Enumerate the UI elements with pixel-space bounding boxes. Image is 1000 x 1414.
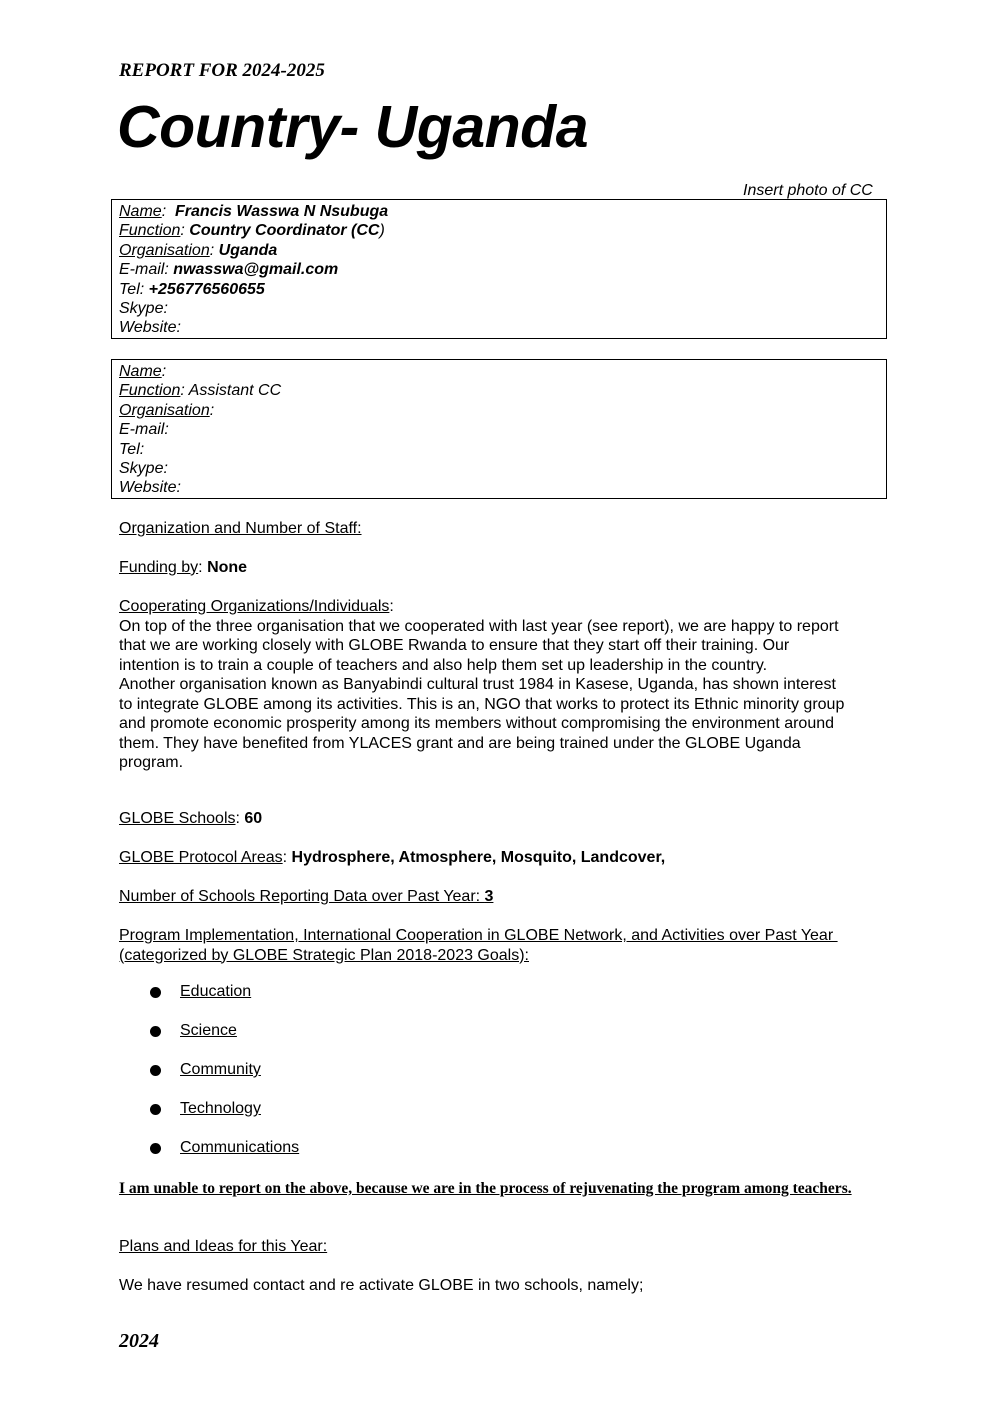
cooperating-text-line: to integrate GLOBE among its activities. This is an, NGO that works to protect its Ethnic minority group <box>119 695 845 713</box>
cooperating-text-line: program. <box>119 754 184 771</box>
org-staff-heading <box>119 519 889 539</box>
coordinator-org-line <box>119 241 886 260</box>
coordinator-skype-line: Skype: <box>119 299 168 317</box>
name-label: Name <box>119 363 162 380</box>
funding-label: Funding by <box>119 559 199 576</box>
protocol-areas-value: Hydrosphere, Atmosphere, Mosquito, Landcover, <box>291 849 666 866</box>
cooperating-text-line: intention is to train a couple of teachers and also help them set up leadership in the country. <box>119 656 768 674</box>
coordinator-name: Francis Wasswa N Nsubuga <box>175 203 389 220</box>
list-item <box>150 1021 299 1060</box>
cooperating-heading <box>119 597 889 617</box>
cooperating-sep: : <box>389 598 394 615</box>
list-item <box>150 1060 299 1099</box>
function-sep: : <box>180 222 190 240</box>
globe-schools-line <box>119 809 889 829</box>
coordinator-tel: +256776560655 <box>148 280 265 298</box>
email-label: E-mail: <box>119 261 174 279</box>
assistant-function-line <box>119 381 886 400</box>
coordinator-contact-box <box>111 199 887 339</box>
bullet-icon <box>150 1065 161 1076</box>
protocol-areas-sep: : <box>282 849 292 866</box>
name-sep: : <box>161 363 167 380</box>
assistant-contact-box <box>111 359 887 499</box>
goals-list <box>150 982 299 1177</box>
name-sep: : <box>161 203 176 220</box>
organisation-label: Organisation <box>119 241 210 259</box>
funding-value: None <box>207 559 248 576</box>
assistant-website-line: Website: <box>119 479 181 497</box>
footer-year: 2024 <box>119 1330 159 1352</box>
function-value: : Assistant CC <box>180 382 282 400</box>
coordinator-website-line: Website: <box>119 319 181 337</box>
function-label: Function <box>119 222 181 240</box>
coordinator-function-line <box>119 221 886 240</box>
coordinator-email-line <box>119 260 886 279</box>
assistant-skype-line: Skype: <box>119 459 168 477</box>
goal-label: Communications <box>180 1139 300 1156</box>
cooperating-text-line: and promote economic prosperity among its members without compromising the environment around <box>119 715 835 732</box>
cooperating-section <box>119 597 889 773</box>
goal-label: Technology <box>180 1100 261 1117</box>
bullet-icon <box>150 1026 161 1037</box>
globe-schools-label: GLOBE Schools <box>119 810 236 827</box>
schools-reporting-value: 3 <box>484 888 494 905</box>
goal-label: Community <box>180 1061 261 1078</box>
coordinator-function: Country Coordinator (CC <box>189 222 380 240</box>
organisation-sep: : <box>209 401 215 419</box>
plans-heading <box>119 1237 889 1257</box>
assistant-name-line <box>119 362 886 381</box>
globe-schools-sep: : <box>235 810 245 827</box>
bullet-icon <box>150 1104 161 1115</box>
page-title: Country- Uganda <box>117 94 589 160</box>
assistant-tel-line: Tel: <box>119 440 145 458</box>
program-heading-line: (categorized by GLOBE Strategic Plan 2018-2023 Goals): <box>119 946 529 964</box>
schools-reporting-line <box>119 887 889 907</box>
function-tail: ) <box>379 222 385 240</box>
unable-to-report-note: I am unable to report on the above, because we are in the process of rejuvenating the program among teachers. <box>119 1180 852 1197</box>
goal-label: Education <box>180 983 252 1000</box>
globe-schools-value: 60 <box>244 810 263 827</box>
cooperating-label: Cooperating Organizations/Individuals <box>119 598 390 615</box>
list-item <box>150 1099 299 1138</box>
report-year: REPORT FOR 2024-2025 <box>119 60 325 81</box>
coordinator-organisation: Uganda <box>218 241 278 259</box>
cooperating-text-line: Another organisation known as Banyabindi cultural trust 1984 in Kasese, Uganda, has shown interest <box>119 676 836 693</box>
protocol-areas-line <box>119 848 889 868</box>
funding-line <box>119 558 889 578</box>
list-item <box>150 1138 299 1177</box>
bullet-icon <box>150 987 161 998</box>
plans-label: Plans and Ideas for this Year: <box>119 1238 328 1255</box>
name-label: Name <box>119 203 162 220</box>
organisation-sep: : <box>209 241 219 259</box>
coordinator-name-line <box>119 202 886 221</box>
cooperating-text-line: On top of the three organisation that we cooperated with last year (see report), we are happy to report <box>119 617 839 635</box>
cooperating-text-line: that we are working closely with GLOBE Rwanda to ensure that they start off their training. Our <box>119 637 790 654</box>
schools-reporting-label: Number of Schools Reporting Data over Past Year: <box>119 888 485 905</box>
cooperating-text-line: them. They have benefited from YLACES grant and are being trained under the GLOBE Uganda <box>119 734 801 752</box>
coordinator-email: nwasswa@gmail.com <box>173 261 339 279</box>
tel-label: Tel: <box>119 280 149 298</box>
organisation-label: Organisation <box>119 401 210 419</box>
plans-text: We have resumed contact and re activate GLOBE in two schools, namely; <box>119 1277 644 1294</box>
assistant-email-line: E-mail: <box>119 421 169 439</box>
funding-sep: : <box>198 559 208 576</box>
bullet-icon <box>150 1143 161 1154</box>
coordinator-tel-line <box>119 280 886 299</box>
photo-placeholder-note: Insert photo of CC <box>743 182 873 199</box>
protocol-areas-label: GLOBE Protocol Areas <box>119 849 283 866</box>
list-item <box>150 982 299 1021</box>
program-implementation-heading <box>119 926 889 965</box>
program-heading-line: Program Implementation, International Cooperation in GLOBE Network, and Activities over Past Year <box>119 927 838 944</box>
org-staff-label: Organization and Number of Staff: <box>119 520 362 537</box>
assistant-org-line <box>119 401 886 420</box>
goal-label: Science <box>180 1022 237 1039</box>
function-label: Function <box>119 382 181 400</box>
